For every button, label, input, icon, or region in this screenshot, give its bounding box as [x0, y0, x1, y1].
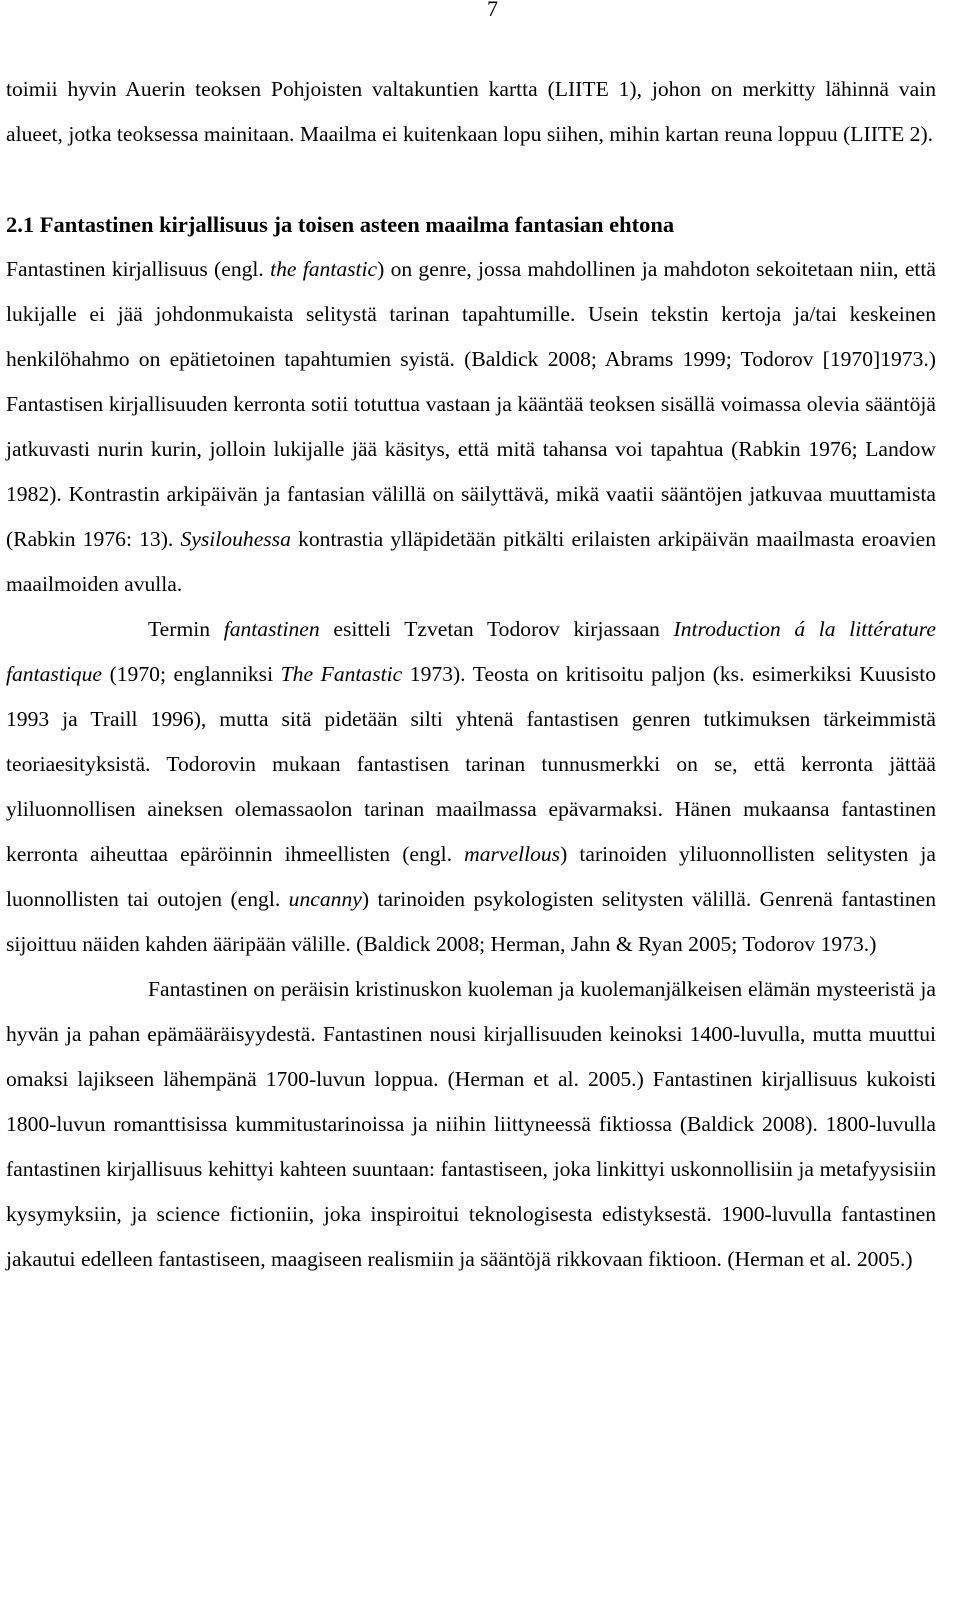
italic-term: marvellous [464, 842, 561, 866]
text-run: ) on genre, jossa mahdollinen ja mahdoton sekoitetaan niin, että lukijalle ei jää johdonmukaista selitystä tarinan tapahtumille. Usein tekstin kertoja ja/tai keskeinen henkilöhahmo on epätietoinen tapahtumien syistä. (Baldick 2008; Abrams 1999; Todorov [1970]1973.) Fantastisen kirjallisuuden kerronta sotii totuttua vastaan ja kääntää teoksen sisällä voimassa olevia sääntöjä jatkuvasti nurin kurin, jolloin lukijalle jää käsitys, että mitä tahansa voi tapahtua (Rabkin 1976; Landow 1982). Kontrastin arkipäivän ja fantasian välillä on säilyttävä, mikä vaatii sääntöjen jatkuvaa muuttamista (Rabkin 1976: 13). [6, 257, 936, 551]
italic-term: fantastinen [223, 617, 320, 641]
intro-paragraph: toimii hyvin Auerin teoksen Pohjoisten valtakuntien kartta (LIITE 1), johon on merkitty lähinnä vain alueet, jotka teoksessa mainitaan. Maailma ei kuitenkaan lopu siihen, mihin kartan reuna loppuu (LIITE 2). [6, 77, 936, 146]
italic-term: the fantastic [270, 257, 378, 281]
italic-title: Introduction á la littérature fantastique [6, 617, 936, 686]
text-run: Fantastinen kirjallisuus (engl. [6, 257, 271, 281]
section-paragraph-2 [6, 607, 936, 967]
text-run: (1970; englanniksi [101, 662, 281, 686]
italic-title: The Fantastic [280, 662, 403, 686]
page-number: 7 [487, 0, 498, 21]
italic-title: Sysilouhessa [180, 527, 291, 551]
text-run: ) tarinoiden yliluonnollisten selitysten ja luonnollisten tai outojen (engl. [6, 842, 936, 911]
section-paragraph-3: Fantastinen on peräisin kristinuskon kuoleman ja kuolemanjälkeisen elämän mysteeristä ja hyvän ja pahan epämääräisyydestä. Fantastinen nousi kirjallisuuden keinoksi 1400-luvulla, mutta muuttui omaksi lajikseen lähempänä 1700-luvun loppua. (Herman et al. 2005.) Fantastinen kirjallisuus kukoisti 1800-luvun romanttisissa kummitustarinoissa ja niihin liittyneessä fiktiossa (Baldick 2008). 1800-luvulla fantastinen kirjallisuus kehittyi kahteen suuntaan: fantastiseen, joka linkittyi uskonnollisiin ja metafyysisiin kysymyksiin, ja science fictioniin, joka inspiroitui teknologisesta edistyksestä. 1900-luvulla fantastinen jakautui edelleen fantastiseen, maagiseen realismiin ja sääntöjä rikkovaan fiktioon. (Herman et al. 2005.) [6, 977, 936, 1271]
text-run: kontrastia ylläpidetään pitkälti erilaisten arkipäivän maailmasta eroavien maailmoiden avulla. [6, 527, 937, 596]
italic-term: uncanny [288, 887, 362, 911]
text-run: 1973). Teosta on kritisoitu paljon (ks. esimerkiksi Kuusisto 1993 ja Traill 1996), mutta sitä pidetään silti yhtenä fantastisen genren tutkimuksen tärkeimmistä teoriaesityksistä. Todorovin mukaan fantastisen tarinan tunnusmerkki on se, että kerronta jättää yliluonnollisen aineksen olemassaolon tarinan maailmassa epävarmaksi. Hänen mukaansa fantastinen kerronta aiheuttaa epäröinnin ihmeellisten (engl. [6, 662, 936, 866]
section-heading: 2.1 Fantastinen kirjallisuus ja toisen asteen maailma fantasian ehtona [6, 212, 675, 237]
text-run: Termin [148, 617, 224, 641]
section-paragraph-1 [6, 247, 936, 607]
text-run: esitteli Tzvetan Todorov kirjassaan [319, 617, 674, 641]
text-run: ) tarinoiden psykologisten selitysten välillä. Genrenä fantastinen sijoittuu näiden kahden ääripään välille. (Baldick 2008; Herman, Jahn & Ryan 2005; Todorov 1973.) [6, 887, 936, 956]
document-body [6, 67, 936, 1282]
